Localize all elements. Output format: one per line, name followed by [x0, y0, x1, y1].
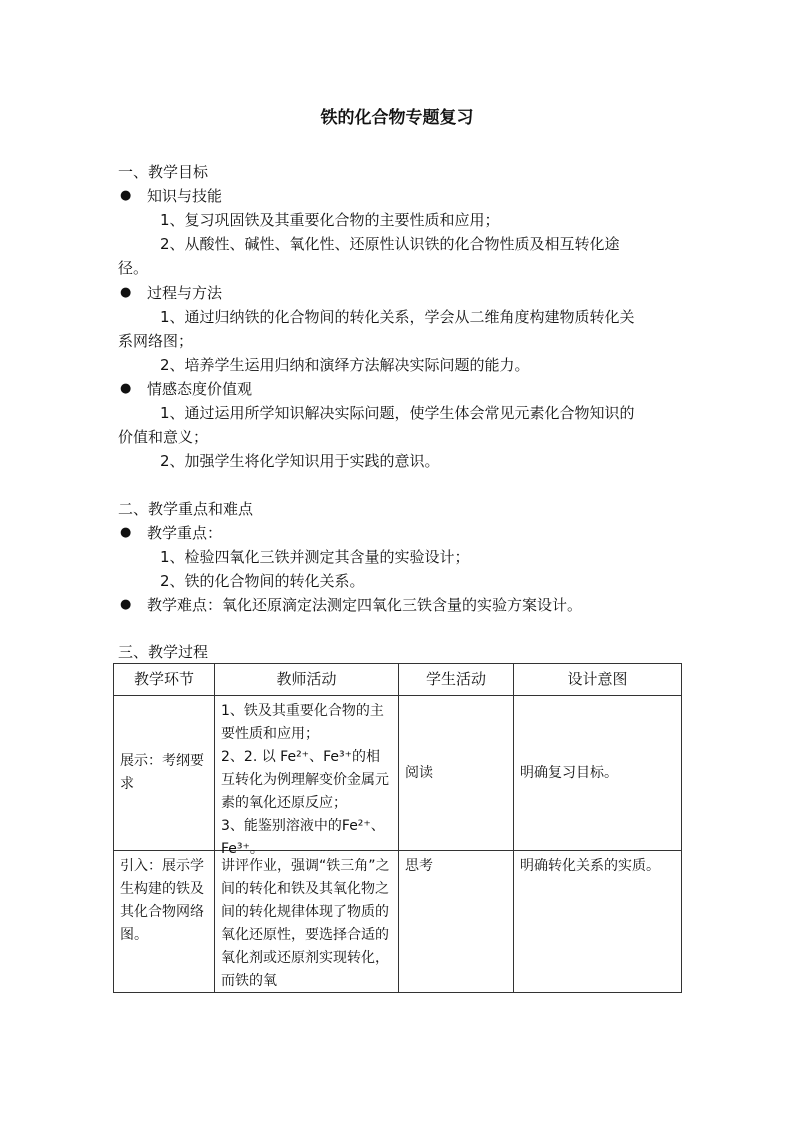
table-header-row [114, 664, 682, 696]
bullet-icon: ● [120, 525, 132, 540]
objective-item: 1、通过归纳铁的化合物间的转化关系，学会从二维角度构建物质转化关 [160, 308, 635, 326]
teacher-activity-text: 讲评作业，强调“铁三角”之间的转化和铁及其氧化物之间的转化规律体现了物质的氧化还原性，要选择合适的氧化剂或还原剂实现转化，而铁的氧 [221, 858, 390, 989]
stage-cell: 展示：考纲要求 [114, 696, 215, 851]
bullet-icon: ● [120, 285, 132, 300]
objective-item-continued: 系网络图； [118, 332, 194, 350]
document-title: 铁的化合物专题复习 [320, 108, 474, 128]
objective-item-continued: 径。 [118, 259, 149, 277]
objective-item: 2、从酸性、碱性、氧化性、还原性认识铁的化合物性质及相互转化途 [160, 235, 620, 253]
design-intent-cell: 明确转化关系的实质。 [514, 851, 682, 993]
key-point-item: 1、检验四氧化三铁并测定其含量的实验设计； [160, 548, 470, 566]
objective-item: 2、培养学生运用归纳和演绎方法解决实际问题的能力。 [160, 356, 530, 374]
design-intent-cell: 明确复习目标。 [514, 696, 682, 851]
column-header: 学生活动 [399, 664, 514, 696]
column-header: 教学环节 [114, 664, 215, 696]
objective-knowledge-label: 知识与技能 [147, 187, 223, 205]
key-points-label: 教学重点： [147, 524, 223, 542]
objective-item: 2、加强学生将化学知识用于实践的意识。 [160, 452, 440, 470]
column-header: 教师活动 [215, 664, 399, 696]
stage-cell: 引入：展示学生构建的铁及其化合物网络图。 [114, 851, 215, 993]
student-activity-cell: 思考 [399, 851, 514, 993]
teacher-activity-cell [215, 851, 399, 993]
teaching-process-table [113, 663, 682, 993]
teacher-activity-item: 3、能鉴别溶液中的Fe²⁺、Fe³⁺。 [221, 818, 385, 857]
section-heading-process: 三、教学过程 [118, 643, 209, 661]
teacher-activity-item: 2、2. 以 Fe²⁺、Fe³⁺的相互转化为例理解变价金属元素的氧化还原反应； [221, 749, 389, 811]
objective-emotion-label: 情感态度价值观 [147, 380, 253, 398]
key-point-item: 2、铁的化合物间的转化关系。 [160, 572, 365, 590]
objective-item-continued: 价值和意义； [118, 428, 209, 446]
teacher-activity-cell [215, 696, 399, 857]
objective-item: 1、复习巩固铁及其重要化合物的主要性质和应用； [160, 211, 500, 229]
objective-process-label: 过程与方法 [147, 284, 223, 302]
table-row [114, 696, 682, 851]
section-heading-key-points: 二、教学重点和难点 [118, 500, 254, 518]
teacher-activity-item: 1、铁及其重要化合物的主要性质和应用； [221, 703, 384, 742]
objective-item: 1、通过运用所学知识解决实际问题，使学生体会常见元素化合物知识的 [160, 404, 635, 422]
student-activity-cell: 阅读 [399, 696, 514, 851]
table-row [114, 851, 682, 993]
bullet-icon: ● [120, 597, 132, 612]
column-header: 设计意图 [514, 664, 682, 696]
difficulty-text: 教学难点：氧化还原滴定法测定四氧化三铁含量的实验方案设计。 [147, 596, 583, 614]
bullet-icon: ● [120, 381, 132, 396]
bullet-icon: ● [120, 188, 132, 203]
section-heading-objectives: 一、教学目标 [118, 163, 209, 181]
